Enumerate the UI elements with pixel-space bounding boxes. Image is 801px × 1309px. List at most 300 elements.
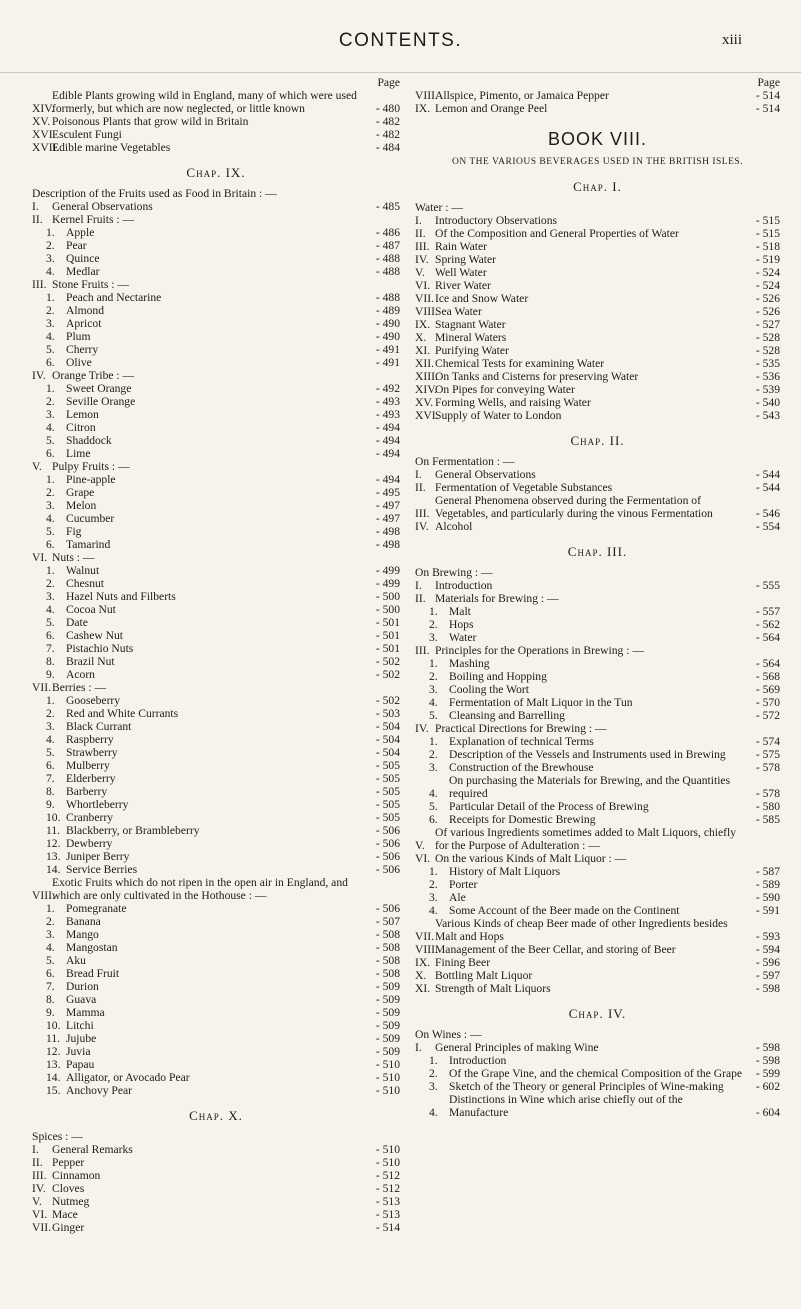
toc-entry: [32, 941, 400, 954]
entry-page: - 508: [375, 954, 400, 967]
entry-number: 1.: [46, 473, 55, 486]
entry-page: - 564: [755, 657, 780, 670]
entry-title: Guava: [66, 993, 97, 1006]
entry-number: VII.: [32, 681, 51, 694]
entry-number: 1.: [429, 605, 438, 618]
entry-page: - 510: [375, 1071, 400, 1084]
entry-page: - 489: [375, 304, 400, 317]
entry-page: - 510: [375, 1058, 400, 1071]
entry-title: Principles for the Operations in Brewing : —: [435, 644, 644, 657]
entry-page: - 501: [375, 629, 400, 642]
toc-entry: [32, 993, 400, 1006]
entry-page: - 505: [375, 811, 400, 824]
entry-number: 8.: [46, 655, 55, 668]
entry-page: - 574: [755, 735, 780, 748]
entry-number: 5.: [46, 343, 55, 356]
toc-entry: [32, 89, 400, 115]
toc-entry: [415, 722, 780, 735]
entry-number: 6.: [46, 538, 55, 551]
entry-title: Mashing: [449, 657, 490, 670]
entry-page: - 598: [755, 1041, 780, 1054]
entry-number: I.: [32, 200, 39, 213]
toc-entry: [415, 969, 780, 982]
entry-title: Forming Wells, and raising Water: [435, 396, 591, 409]
entry-number: 9.: [46, 1006, 55, 1019]
entry-title: Aku: [66, 954, 86, 967]
toc-entry: [415, 494, 780, 520]
entry-title: Pine-apple: [66, 473, 116, 486]
entry-title: Some Account of the Beer made on the Continent: [449, 904, 680, 917]
entry-title: Supply of Water to London: [435, 409, 562, 422]
entry-number: 5.: [46, 525, 55, 538]
right-column: [415, 76, 780, 1119]
toc-entry: [32, 369, 400, 382]
toc-entry: [415, 670, 780, 683]
entry-number: II.: [415, 481, 426, 494]
entry-page: - 515: [755, 227, 780, 240]
entry-title: General Phenomena observed during the Fermentation of Vegetables, and particularly during the vinous Fermentation: [435, 494, 713, 520]
entry-page: - 564: [755, 631, 780, 644]
toc-entry: [415, 956, 780, 969]
entry-number: XVI.: [415, 409, 439, 422]
entry-number: II.: [415, 592, 426, 605]
entry-number: 6.: [46, 967, 55, 980]
entry-number: 3.: [46, 590, 55, 603]
entry-title: Explanation of technical Terms: [449, 735, 594, 748]
toc-entry: [32, 850, 400, 863]
entry-page: - 599: [755, 1067, 780, 1080]
toc-entry: [415, 240, 780, 253]
entry-number: III.: [32, 278, 47, 291]
entry-page: - 540: [755, 396, 780, 409]
entry-number: 14.: [46, 863, 61, 876]
entry-title: Receipts for Domestic Brewing: [449, 813, 596, 826]
toc-entry: [32, 746, 400, 759]
entry-number: 4.: [46, 421, 55, 434]
entry-page: - 596: [755, 956, 780, 969]
entry-title: Walnut: [66, 564, 100, 577]
entry-number: 4.: [429, 904, 438, 917]
toc-entry: [32, 115, 400, 128]
entry-number: IV.: [415, 722, 429, 735]
entry-title: Plum: [66, 330, 91, 343]
entry-page: - 598: [755, 982, 780, 995]
entry-title: Fining Beer: [435, 956, 491, 969]
toc-entry: [415, 943, 780, 956]
toc-entry: [415, 279, 780, 292]
entry-title: Brazil Nut: [66, 655, 115, 668]
entry-page: - 578: [755, 761, 780, 774]
toc-entry: [415, 748, 780, 761]
entry-title: Raspberry: [66, 733, 114, 746]
entry-number: XV.: [415, 396, 434, 409]
entry-title: Materials for Brewing : —: [435, 592, 559, 605]
entry-page: - 494: [375, 447, 400, 460]
entry-page: - 499: [375, 577, 400, 590]
toc-entry: [415, 1041, 780, 1054]
entry-number: 1.: [429, 735, 438, 748]
entry-page: - 505: [375, 785, 400, 798]
entry-title: Chemical Tests for examining Water: [435, 357, 605, 370]
toc-entry: [32, 213, 400, 226]
entry-page: - 500: [375, 590, 400, 603]
toc-entry: [415, 318, 780, 331]
entry-number: XI.: [415, 344, 431, 357]
entry-number: 12.: [46, 1045, 61, 1058]
toc-entry: [32, 616, 400, 629]
entry-number: VI.: [32, 1208, 48, 1221]
toc-entry: [32, 473, 400, 486]
entry-number: 2.: [429, 670, 438, 683]
entry-title: General Observations: [52, 200, 153, 213]
entry-page: - 490: [375, 317, 400, 330]
toc-entry: [32, 629, 400, 642]
entry-title: Citron: [66, 421, 96, 434]
entry-number: VIII.: [415, 943, 438, 956]
entry-title: Sketch of the Theory or general Principles of Wine-making: [449, 1080, 724, 1093]
toc-entry: [32, 1084, 400, 1097]
entry-title: General Observations: [435, 468, 536, 481]
entry-title: Shaddock: [66, 434, 112, 447]
entry-number: I.: [415, 1041, 422, 1054]
toc-entry: [415, 1080, 780, 1093]
entry-page: - 509: [375, 993, 400, 1006]
entry-number: 10.: [46, 811, 61, 824]
toc-entry: [32, 811, 400, 824]
entry-number: IV.: [415, 520, 429, 533]
entry-number: 10.: [46, 1019, 61, 1032]
toc-entry: [32, 408, 400, 421]
entry-title: On the various Kinds of Malt Liquor : —: [435, 852, 627, 865]
entry-number: 3.: [46, 499, 55, 512]
entry-page: - 505: [375, 772, 400, 785]
entry-title: Apple: [66, 226, 95, 239]
entry-number: IV.: [415, 253, 429, 266]
entry-title: Orange Tribe : —: [52, 369, 135, 382]
entry-title: Black Currant: [66, 720, 132, 733]
entry-title: Various Kinds of cheap Beer made of other Ingredients besides Malt and Hops: [435, 917, 728, 943]
entry-page: - 568: [755, 670, 780, 683]
entry-title: Description of the Vessels and Instruments used in Brewing: [449, 748, 726, 761]
entry-title: Dewberry: [66, 837, 113, 850]
right-top-entries: [415, 89, 780, 115]
toc-entry: [415, 520, 780, 533]
entry-page: - 494: [375, 434, 400, 447]
entry-title: General Principles of making Wine: [435, 1041, 599, 1054]
toc-entry: [32, 655, 400, 668]
toc-entry: [415, 878, 780, 891]
toc-entry: [415, 696, 780, 709]
entry-title: Bottling Malt Liquor: [435, 969, 533, 982]
toc-entry: [32, 1156, 400, 1169]
entry-title: Pistachio Nuts: [66, 642, 134, 655]
entry-page: - 509: [375, 1006, 400, 1019]
left-top-entries: [32, 89, 400, 154]
entry-title: River Water: [435, 279, 491, 292]
entry-title: Introduction: [449, 1054, 507, 1067]
entry-title: Kernel Fruits : —: [52, 213, 135, 226]
entry-page: - 512: [375, 1169, 400, 1182]
toc-entry: [32, 551, 400, 564]
entry-page: - 493: [375, 395, 400, 408]
entry-page: - 524: [755, 279, 780, 292]
toc-entry: [32, 421, 400, 434]
entry-page: - 501: [375, 642, 400, 655]
entry-number: 4.: [429, 787, 438, 800]
toc-entry: [32, 1045, 400, 1058]
entry-number: VIII.: [415, 89, 438, 102]
toc-entry: [32, 447, 400, 460]
entry-page: - 539: [755, 383, 780, 396]
entry-number: VII.: [32, 1221, 51, 1234]
toc-entry: [415, 481, 780, 494]
entry-title: Date: [66, 616, 88, 629]
entry-number: 1.: [429, 865, 438, 878]
entry-number: 2.: [429, 1067, 438, 1080]
toc-entry: [415, 344, 780, 357]
entry-page: - 490: [375, 330, 400, 343]
entry-page: - 504: [375, 746, 400, 759]
entry-number: VI.: [415, 852, 431, 865]
entry-page: - 508: [375, 967, 400, 980]
entry-number: 3.: [429, 1080, 438, 1093]
entry-title: Of the Composition and General Properties of Water: [435, 227, 679, 240]
toc-entry: [415, 709, 780, 722]
entry-page: - 510: [375, 1084, 400, 1097]
entry-title: Ginger: [52, 1221, 85, 1234]
entry-number: 2.: [46, 304, 55, 317]
entry-title: Purifying Water: [435, 344, 509, 357]
entry-title: Red and White Currants: [66, 707, 179, 720]
toc-entry: [415, 761, 780, 774]
toc-entry: [32, 1071, 400, 1084]
toc-entry: [32, 915, 400, 928]
entry-number: 1.: [46, 291, 55, 304]
toc-entry: [32, 141, 400, 154]
entry-page: - 482: [375, 115, 400, 128]
entry-title: Stagnant Water: [435, 318, 506, 331]
entry-page: - 506: [375, 850, 400, 863]
entry-title: Alligator, or Avocado Pear: [66, 1071, 190, 1084]
entry-title: Allspice, Pimento, or Jamaica Pepper: [435, 89, 609, 102]
toc-entry: [415, 982, 780, 995]
entry-title: Lemon and Orange Peel: [435, 102, 548, 115]
entry-number: 8.: [46, 993, 55, 1006]
page-label: Page: [757, 76, 780, 89]
entry-title: On Tanks and Cisterns for preserving Water: [435, 370, 639, 383]
entry-number: 1.: [46, 564, 55, 577]
entry-title: Ice and Snow Water: [435, 292, 529, 305]
entry-page: - 491: [375, 343, 400, 356]
toc-entry: [415, 592, 780, 605]
entry-title: Cashew Nut: [66, 629, 123, 642]
entry-title: Juniper Berry: [66, 850, 130, 863]
entry-title: Elderberry: [66, 772, 116, 785]
toc-entry: [415, 214, 780, 227]
entry-number: XVII.: [32, 141, 60, 154]
toc-entry: [415, 1054, 780, 1067]
entry-title: Hops: [449, 618, 474, 631]
chapter-intro: Spices : —: [32, 1130, 83, 1143]
entry-number: XI.: [415, 982, 431, 995]
toc-entry: [32, 642, 400, 655]
entry-title: Management of the Beer Cellar, and storing of Beer: [435, 943, 676, 956]
chapter-intro: Water : —: [415, 201, 463, 214]
entry-title: Hazel Nuts and Filberts: [66, 590, 176, 603]
entry-number: 4.: [429, 696, 438, 709]
toc-entry: [32, 837, 400, 850]
entry-title: Gooseberry: [66, 694, 121, 707]
entry-number: 5.: [46, 434, 55, 447]
toc-entry: [32, 382, 400, 395]
entry-number: 3.: [46, 317, 55, 330]
entry-title: Particular Detail of the Process of Brewing: [449, 800, 649, 813]
entry-title: Banana: [66, 915, 101, 928]
entry-number: II.: [32, 1156, 43, 1169]
entry-page: - 506: [375, 863, 400, 876]
toc-entry: [32, 330, 400, 343]
entry-title: Service Berries: [66, 863, 138, 876]
toc-entry: [32, 1032, 400, 1045]
entry-title: Rain Water: [435, 240, 487, 253]
chapter-2-entries: [415, 468, 780, 533]
toc-entry: [32, 590, 400, 603]
entry-number: 7.: [46, 980, 55, 993]
entry-page: - 501: [375, 616, 400, 629]
entry-title: Anchovy Pear: [66, 1084, 133, 1097]
chapter-intro: On Brewing : —: [415, 566, 493, 579]
toc-entry: [415, 774, 780, 800]
entry-number: VIII.: [32, 889, 55, 902]
entry-title: Ale: [449, 891, 466, 904]
entry-title: Whortleberry: [66, 798, 129, 811]
toc-entry: [415, 865, 780, 878]
entry-number: III.: [415, 507, 430, 520]
entry-page: - 506: [375, 824, 400, 837]
toc-entry: [415, 396, 780, 409]
toc-entry: [32, 902, 400, 915]
entry-number: 4.: [46, 265, 55, 278]
entry-page: - 569: [755, 683, 780, 696]
entry-page: - 500: [375, 603, 400, 616]
entry-title: Exotic Fruits which do not ripen in the open air in England, and which are only cultivated in the Hothouse : —: [52, 876, 348, 902]
entry-number: 3.: [429, 631, 438, 644]
entry-number: 11.: [46, 1032, 61, 1045]
entry-title: Of the Grape Vine, and the chemical Composition of the Grape: [449, 1067, 743, 1080]
toc-entry: [32, 720, 400, 733]
entry-number: III.: [32, 1169, 47, 1182]
toc-entry: [32, 525, 400, 538]
entry-page: - 593: [755, 930, 780, 943]
entry-title: Cinnamon: [52, 1169, 101, 1182]
entry-number: 2.: [46, 915, 55, 928]
entry-page: - 486: [375, 226, 400, 239]
entry-title: Juvia: [66, 1045, 91, 1058]
entry-page: - 602: [755, 1080, 780, 1093]
toc-entry: [415, 292, 780, 305]
toc-entry: [32, 772, 400, 785]
toc-entry: [32, 499, 400, 512]
entry-title: Papau: [66, 1058, 95, 1071]
page-title: CONTENTS.: [338, 30, 463, 51]
toc-entry: [32, 564, 400, 577]
toc-entry: [415, 1093, 780, 1119]
entry-page: - 543: [755, 409, 780, 422]
entry-title: Edible Plants growing wild in England, many of which were used formerly, but which are now neglected, or little known: [52, 89, 357, 115]
entry-title: Mangostan: [66, 941, 118, 954]
entry-page: - 544: [755, 468, 780, 481]
entry-page: - 493: [375, 408, 400, 421]
entry-page: - 509: [375, 980, 400, 993]
entry-page: - 495: [375, 486, 400, 499]
toc-entry: [415, 735, 780, 748]
entry-page: - 554: [755, 520, 780, 533]
entry-number: 6.: [46, 356, 55, 369]
toc-entry: [415, 605, 780, 618]
entry-number: IV.: [32, 1182, 46, 1195]
entry-number: V.: [415, 266, 425, 279]
entry-page: - 578: [755, 787, 780, 800]
entry-number: 4.: [46, 941, 55, 954]
toc-entry: [415, 370, 780, 383]
entry-number: 2.: [46, 577, 55, 590]
toc-entry: [32, 681, 400, 694]
entry-number: XV.: [32, 115, 51, 128]
entry-page: - 502: [375, 655, 400, 668]
toc-entry: [415, 904, 780, 917]
entry-page: - 572: [755, 709, 780, 722]
entry-title: Esculent Fungi: [52, 128, 122, 141]
entry-number: 2.: [46, 239, 55, 252]
entry-title: Mineral Waters: [435, 331, 507, 344]
entry-title: Cooling the Wort: [449, 683, 530, 696]
entry-title: On purchasing the Materials for Brewing, and the Quantities required: [449, 774, 731, 800]
chapter-4-entries: [415, 1041, 780, 1119]
entry-number: 1.: [46, 694, 55, 707]
book-title: BOOK VIII.: [547, 129, 648, 149]
toc-entry: [32, 1195, 400, 1208]
page-label: Page: [377, 76, 400, 89]
entry-number: 6.: [46, 447, 55, 460]
entry-page: - 526: [755, 292, 780, 305]
toc-entry: [32, 356, 400, 369]
entry-title: Mango: [66, 928, 99, 941]
entry-title: Edible marine Vegetables: [52, 141, 171, 154]
entry-page: - 498: [375, 538, 400, 551]
entry-page: - 507: [375, 915, 400, 928]
entry-number: VII.: [415, 930, 434, 943]
entry-page: - 555: [755, 579, 780, 592]
toc-entry: [32, 291, 400, 304]
entry-page: - 587: [755, 865, 780, 878]
entry-page: - 508: [375, 928, 400, 941]
toc-entry: [415, 468, 780, 481]
entry-number: 3.: [429, 683, 438, 696]
toc-entry: [32, 603, 400, 616]
entry-title: Durion: [66, 980, 99, 993]
entry-number: VII.: [415, 292, 434, 305]
entry-page: - 528: [755, 331, 780, 344]
chapter-heading: Chap. II.: [570, 433, 625, 448]
entry-number: 1.: [46, 902, 55, 915]
entry-page: - 510: [375, 1156, 400, 1169]
toc-entry: [32, 304, 400, 317]
entry-title: Mamma: [66, 1006, 105, 1019]
entry-page: - 524: [755, 266, 780, 279]
entry-title: Mulberry: [66, 759, 110, 772]
entry-title: Distinctions in Wine which arise chiefly out of the Manufacture: [449, 1093, 683, 1119]
entry-title: Strength of Malt Liquors: [435, 982, 551, 995]
